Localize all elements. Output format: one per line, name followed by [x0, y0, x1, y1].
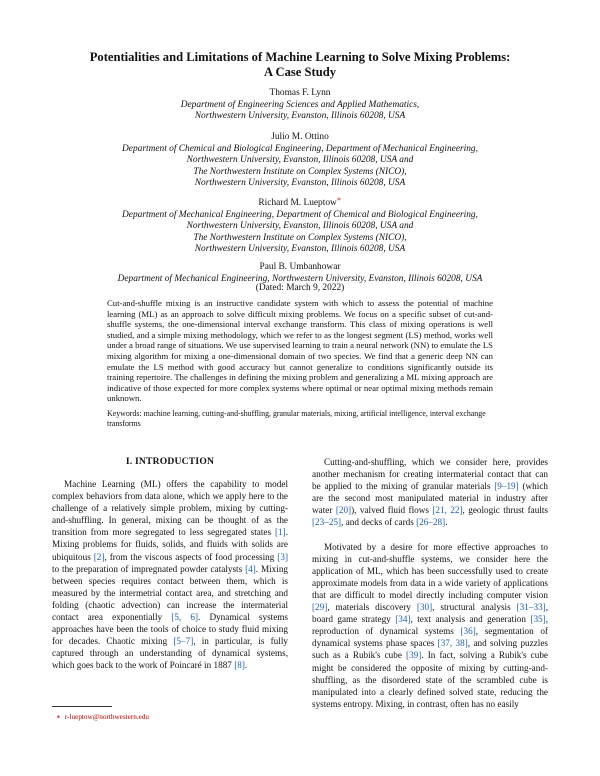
- footnote: [56, 712, 149, 721]
- intro-paragraph-3: Motivated by a desire for more effective approaches to mixing in cut-and-shuffle systems, we consider here the application of ML, which has been successfully used to create approximate models from data in a wide variety of applications that are difficult to model directly including computer vision [29], materials discovery [30], structural analysis [31–33], board game strategy [34], text analysis and generation [35], reproduction of dynamical systems [36], segmentation of dynamical systems phase spaces [37, 38], and solving puzzles such as a Rubik's cube [39]. In fact, solving a Rubik's cube might be considered the opposite of mixing by cutting-and-shuffling, as the disordered state of the scrambled cube is manipulated into a clearly defined solved state, reducing the systems entropy. Mixing, in contrast, often has no easily: [312, 541, 549, 709]
- citation-link[interactable]: [5–7]: [173, 636, 194, 647]
- citation-link[interactable]: [5, 6]: [171, 612, 199, 623]
- intro-paragraph-2: Cutting-and-shuffling, which we consider here, provides another mechanism for creating intermaterial contact that can be applied to the mixing of granular materials [9–19] (which are the second most manipulated material in industry after water [20]), valved fluid flows [21, 22], geologic thrust faults [23–25], and decks of cards [26–28].: [312, 457, 549, 528]
- citation-link[interactable]: [35]: [530, 614, 546, 625]
- author-name: Julio M. Ottino: [271, 132, 329, 142]
- affiliation-line: The Northwestern Institute on Complex Systems (NICO),: [193, 166, 407, 177]
- author-block-3: [60, 194, 540, 256]
- citation-link[interactable]: [31–33]: [516, 602, 546, 613]
- author-block-2: [60, 132, 540, 190]
- abstract: Cut-and-shuffle mixing is an instructive candidate system with which to assess the potential of machine learning (ML) as an approach to solve difficult mixing problems. We focus on a specific subset of cut-and-shuffle systems, the one-dimensional interval exchange transform. This class of mixing operations is well studied, and a simple mixing methodology, which we refer to as the longest segment (LS) method, works well under a broad range of situations. We use supervised learning to train a neural network (NN) to emulate the LS mixing algorithm for mixing a one-dimensional domain of two species. We find that a generic deep NN can emulate the LS method with good accuracy but cannot generalize to conditions significantly outside its training repertoire. The challenges in defining the mixing problem and generalizing a ML mixing approach are indicative of those expected for more complex systems where optimal or near optimal mixing methods remain unknown.: [107, 298, 493, 404]
- citation-link[interactable]: [23–25]: [312, 517, 342, 528]
- author-name: Thomas F. Lynn: [269, 88, 331, 98]
- title-line-1: Potentialities and Limitations of Machine Learning to Solve Mixing Problems:: [89, 50, 511, 64]
- section-heading: I. INTRODUCTION: [125, 456, 215, 467]
- affiliation-line: Department of Engineering Sciences and Applied Mathematics,: [180, 99, 420, 110]
- affiliation-line: Northwestern University, Evanston, Illinois 60208, USA: [194, 178, 406, 189]
- right-column: [312, 456, 548, 710]
- citation-link[interactable]: [30]: [416, 602, 433, 613]
- intro-paragraph-1: Machine Learning (ML) offers the capability to model complex behaviors from data alone, which we apply here to the challenge of a relatively simple problem, mixing by cutting-and-shuffling. In general, mixing can be thought of as the transition from more segregated to less segregated states [1]. Mixing problems for fluids, solids, and fluids with solids are ubiquitous [2], from the viscous aspects of food processing [3] to the preparation of impregnated powder catalysts [4]. Mixing between species requires contact between them, which is measured by the intermetrial contact area, and stretching and folding (chaotic advection) can increase the intermaterial contact area exponentially [5, 6]. Dynamical systems approaches have been the tools of choice to study fluid mixing for decades. Chaotic mixing [5–7], in particular, is fully captured through an understanding of dynamical systems, which goes back to the work of Poincaré in 1887 [8].: [52, 479, 289, 671]
- paper-title: [60, 50, 540, 80]
- citation-link[interactable]: [2]: [93, 551, 105, 562]
- left-column: [52, 478, 288, 672]
- affiliation-line: The Northwestern Institute on Complex Systems (NICO),: [193, 232, 407, 243]
- author-name: Paul B. Umbanhowar: [259, 262, 341, 272]
- footnote-rule: [52, 706, 112, 707]
- citation-link[interactable]: [4]: [245, 563, 256, 574]
- affiliation-line: Northwestern University, Evanston, Illinois 60208, USA: [194, 244, 406, 255]
- citation-link[interactable]: [39]: [406, 650, 422, 661]
- citation-link[interactable]: [3]: [277, 551, 289, 562]
- affiliation-line: Northwestern University, Evanston, Illinois 60208, USA and: [186, 221, 414, 232]
- author-name: Richard M. Lueptow: [258, 198, 337, 208]
- citation-link[interactable]: [26–28]: [416, 517, 446, 528]
- author-block-1: [60, 88, 540, 123]
- title-line-2: A Case Study: [263, 65, 337, 79]
- author-block-4: [60, 262, 540, 285]
- keywords: Keywords: machine learning, cutting-and-shuffling, granular materials, mixing, artificial intelligence, interval exchange transforms: [107, 409, 486, 428]
- citation-link[interactable]: [1]: [274, 527, 286, 538]
- citation-link[interactable]: [8]: [234, 660, 245, 671]
- citation-link[interactable]: [21, 22]: [432, 505, 463, 516]
- citation-link[interactable]: [36]: [460, 626, 476, 637]
- citation-link[interactable]: [34]: [395, 614, 411, 625]
- affiliation-line: Department of Mechanical Engineering, Northwestern University, Evanston, Illinois 60208, USA: [117, 273, 483, 284]
- affiliation-line: Northwestern University, Evanston, Illinois 60208, USA: [194, 111, 406, 122]
- affiliation-line: Department of Mechanical Engineering, Department of Chemical and Biological Engineering,: [122, 209, 478, 220]
- date-line: (Dated: March 9, 2022): [255, 283, 345, 293]
- footnote-email-link[interactable]: r-lueptow@northwestern.edu: [64, 713, 150, 721]
- citation-link[interactable]: [20]: [335, 505, 352, 516]
- corresponding-author-mark[interactable]: ∗: [336, 194, 342, 203]
- footnote-mark: ∗: [56, 713, 61, 721]
- affiliation-line: Department of Chemical and Biological Engineering, Department of Mechanical Engineering,: [122, 143, 478, 154]
- citation-link[interactable]: [29]: [312, 602, 328, 613]
- citation-link[interactable]: [9–19]: [494, 481, 519, 492]
- citation-link[interactable]: [37, 38]: [437, 638, 468, 649]
- affiliation-line: Northwestern University, Evanston, Illinois 60208, USA and: [186, 155, 414, 166]
